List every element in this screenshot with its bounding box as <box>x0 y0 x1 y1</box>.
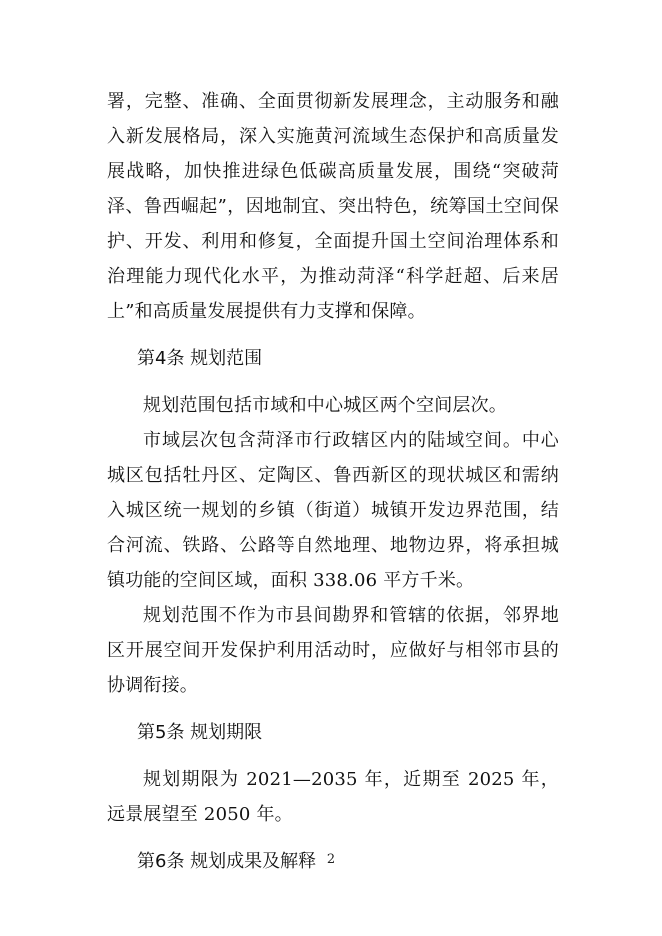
article-5-heading: 第5条 规划期限 <box>137 722 263 743</box>
article-6-heading: 第6条 规划成果及解释 <box>137 851 317 872</box>
document-body <box>107 84 559 879</box>
article-5-paragraph-1: 规划期限为 2021—2035 年，近期至 2025 年，远景展望至 2050 年。 <box>107 769 559 825</box>
article-4-paragraph-1: 规划范围包括市域和中心城区两个空间层次。 <box>143 395 507 416</box>
page-number: 2 <box>326 852 336 867</box>
paragraph-continued: 署，完整、准确、全面贯彻新发展理念，主动服务和融入新发展格局，深入实施黄河流域生态保护和高质量发展战略，加快推进绿色低碳高质量发展，围绕“突破菏泽、鲁西崛起”，因地制宜、突出特色，统筹国土空间保护、开发、利用和修复，全面提升国土空间治理体系和治理能力现代化水平，为推动菏泽“科学赶超、后来居上”和高质量发展提供有力支撑和保障。 <box>107 91 559 322</box>
article-4-paragraph-3: 规划范围不作为市县间勘界和管辖的依据，邻界地区开展空间开发保护利用活动时，应做好与相邻市县的协调衔接。 <box>107 605 559 696</box>
article-4-heading: 第4条 规划范围 <box>137 348 263 369</box>
article-4-paragraph-2: 市域层次包含菏泽市行政辖区内的陆域空间。中心城区包括牡丹区、定陶区、鲁西新区的现状城区和需纳入城区统一规划的乡镇（街道）城镇开发边界范围，结合河流、铁路、公路等自然地理、地物边界，将承担城镇功能的空间区域，面积 338.06 平方千米。 <box>107 430 559 591</box>
